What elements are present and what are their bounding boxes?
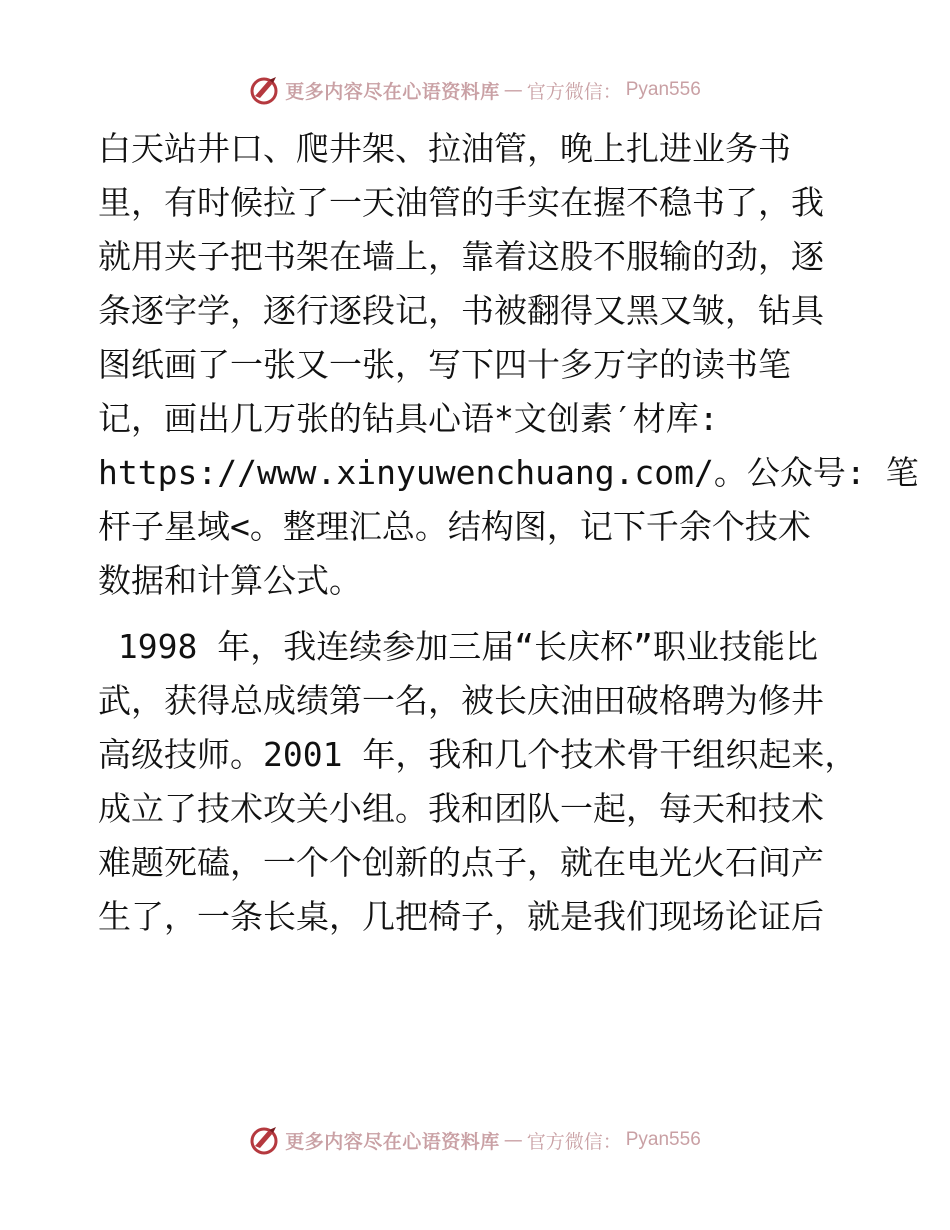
wechat-label: 官方微信：: [526, 1130, 622, 1153]
text-line: 图纸画了一张又一张，写下四十多万字的读书笔: [98, 345, 791, 384]
text-line: 数据和计算公式。: [98, 561, 362, 600]
text-line: 生了，一条长桌，几把椅子，就是我们现场论证后: [98, 897, 824, 936]
text-line: 高级技师。2001 年，我和几个技术骨干组织起来，: [98, 735, 858, 774]
text-line: 条逐字学，逐行逐段记，书被翻得又黑又皱，钻具: [98, 291, 824, 330]
brand-logo-icon: [249, 74, 281, 106]
text-line-url: https://www.xinyuwenchuang.com/。公众号: 笔: [98, 453, 919, 492]
paragraph-1: [98, 122, 919, 608]
wechat-id: Pyan556: [625, 1129, 701, 1150]
wechat-id: Pyan556: [625, 79, 701, 100]
text-line: 难题死磕，一个个创新的点子，就在电光火石间产: [98, 843, 824, 882]
brand-dash: —: [503, 1129, 523, 1151]
brand-watermark: [249, 1124, 701, 1156]
text-line: 白天站井口、爬井架、拉油管，晚上扎进业务书: [98, 129, 791, 168]
page-header-watermark: [0, 70, 950, 110]
document-body: [98, 122, 919, 944]
brand-name: 更多内容尽在心语资料库: [285, 1130, 500, 1153]
text-line: 记，画出几万张的钻具心语*文创素′材库:: [98, 399, 719, 438]
page-footer-watermark: [0, 1120, 950, 1160]
paragraph-2: [98, 620, 858, 944]
brand-name: 更多内容尽在心语资料库: [285, 80, 500, 103]
text-line: 杆子星域<。整理汇总。结构图，记下千余个技术: [98, 507, 811, 546]
brand-dash: —: [503, 79, 523, 101]
text-line: 1998 年，我连续参加三届“长庆杯”职业技能比: [98, 627, 818, 666]
wechat-label: 官方微信：: [526, 80, 622, 103]
brand-logo-icon: [249, 1124, 281, 1156]
text-line: 里，有时候拉了一天油管的手实在握不稳书了，我: [98, 183, 824, 222]
text-line: 成立了技术攻关小组。我和团队一起，每天和技术: [98, 789, 824, 828]
text-line: 就用夹子把书架在墙上，靠着这股不服输的劲，逐: [98, 237, 824, 276]
text-line: 武，获得总成绩第一名，被长庆油田破格聘为修井: [98, 681, 824, 720]
brand-watermark: [249, 74, 701, 106]
